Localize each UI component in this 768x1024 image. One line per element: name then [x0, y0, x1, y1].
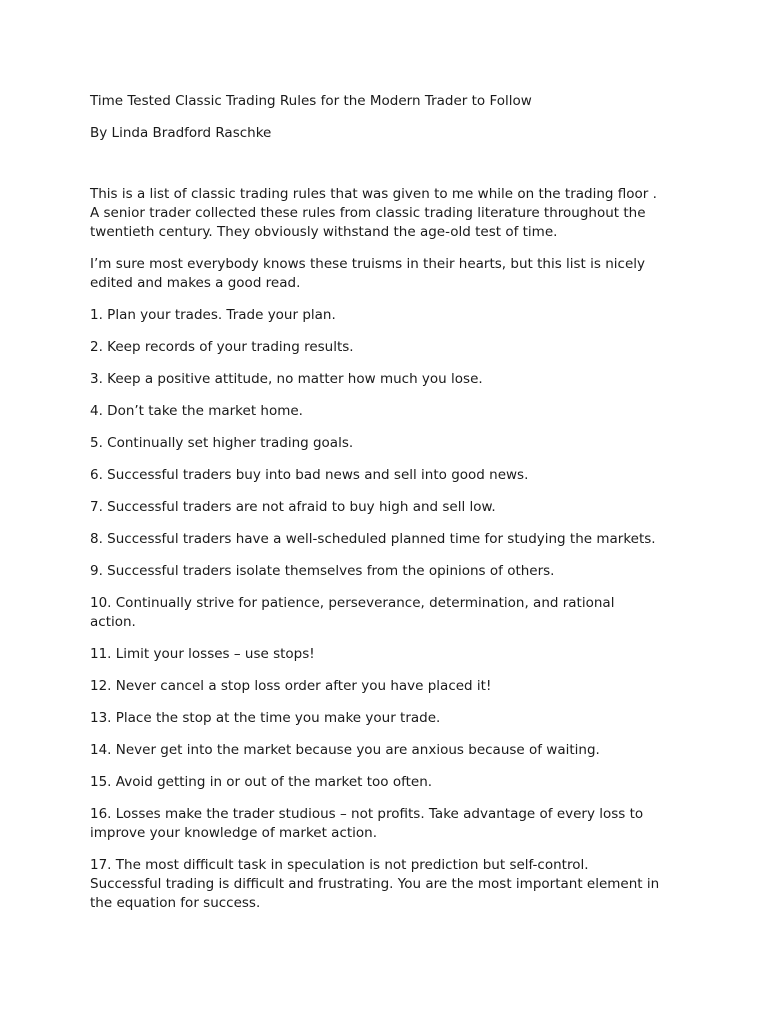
rule-item-7	[90, 498, 690, 517]
rule-item-9	[90, 562, 690, 581]
text-line: 7. Successful traders are not afraid to buy high and sell low.	[90, 499, 496, 515]
text-line: A senior trader collected these rules from classic trading literature throughout the	[90, 205, 646, 221]
text-line: twentieth century. They obviously withstand the age-old test of time.	[90, 224, 558, 240]
rule-item-11	[90, 645, 690, 664]
text-line: 6. Successful traders buy into bad news and sell into good news.	[90, 467, 529, 483]
rule-item-16	[90, 805, 690, 843]
text-line: 15. Avoid getting in or out of the market too often.	[90, 774, 433, 790]
rule-item-15	[90, 773, 690, 792]
text-line: 2. Keep records of your trading results.	[90, 339, 354, 355]
text-line: 10. Continually strive for patience, perseverance, determination, and rational	[90, 595, 615, 611]
text-line: This is a list of classic trading rules that was given to me while on the trading floor .	[90, 186, 657, 202]
text-line: 13. Place the stop at the time you make your trade.	[90, 710, 441, 726]
text-line: 12. Never cancel a stop loss order after you have placed it!	[90, 678, 492, 694]
text-line: 9. Successful traders isolate themselves from the opinions of others.	[90, 563, 555, 579]
text-line: 17. The most difficult task in speculation is not prediction but self-control.	[90, 857, 589, 873]
rule-item-5	[90, 434, 690, 453]
document-page	[90, 0, 690, 1024]
text-line: Successful trading is difficult and frustrating. You are the most important element in	[90, 876, 660, 892]
rules-list	[90, 306, 690, 913]
rule-item-1	[90, 306, 690, 325]
text-line: 8. Successful traders have a well-scheduled planned time for studying the markets.	[90, 531, 656, 547]
rule-item-14	[90, 741, 690, 760]
rule-item-10	[90, 594, 690, 632]
rule-item-3	[90, 370, 690, 389]
document-body	[90, 185, 690, 926]
text-line: edited and makes a good read.	[90, 275, 301, 291]
text-line: action.	[90, 614, 136, 630]
intro-paragraph-1	[90, 185, 690, 242]
text-line: 11. Limit your losses – use stops!	[90, 646, 315, 662]
text-line: 4. Don’t take the market home.	[90, 403, 303, 419]
text-line: 16. Losses make the trader studious – not profits. Take advantage of every loss to	[90, 806, 644, 822]
rule-item-8	[90, 530, 690, 549]
rule-item-2	[90, 338, 690, 357]
intro-paragraph-2	[90, 255, 690, 293]
text-line: improve your knowledge of market action.	[90, 825, 378, 841]
rule-item-12	[90, 677, 690, 696]
rule-item-6	[90, 466, 690, 485]
document-author: By Linda Bradford Raschke	[90, 125, 272, 141]
text-line: 3. Keep a positive attitude, no matter how much you lose.	[90, 371, 483, 387]
text-line: 1. Plan your trades. Trade your plan.	[90, 307, 336, 323]
text-line: 5. Continually set higher trading goals.	[90, 435, 354, 451]
rule-item-4	[90, 402, 690, 421]
rule-item-17	[90, 856, 690, 913]
text-line: the equation for success.	[90, 895, 261, 911]
text-line: I’m sure most everybody knows these truisms in their hearts, but this list is nicely	[90, 256, 645, 272]
rule-item-13	[90, 709, 690, 728]
document-title: Time Tested Classic Trading Rules for the Modern Trader to Follow	[90, 93, 532, 109]
text-line: 14. Never get into the market because you are anxious because of waiting.	[90, 742, 600, 758]
